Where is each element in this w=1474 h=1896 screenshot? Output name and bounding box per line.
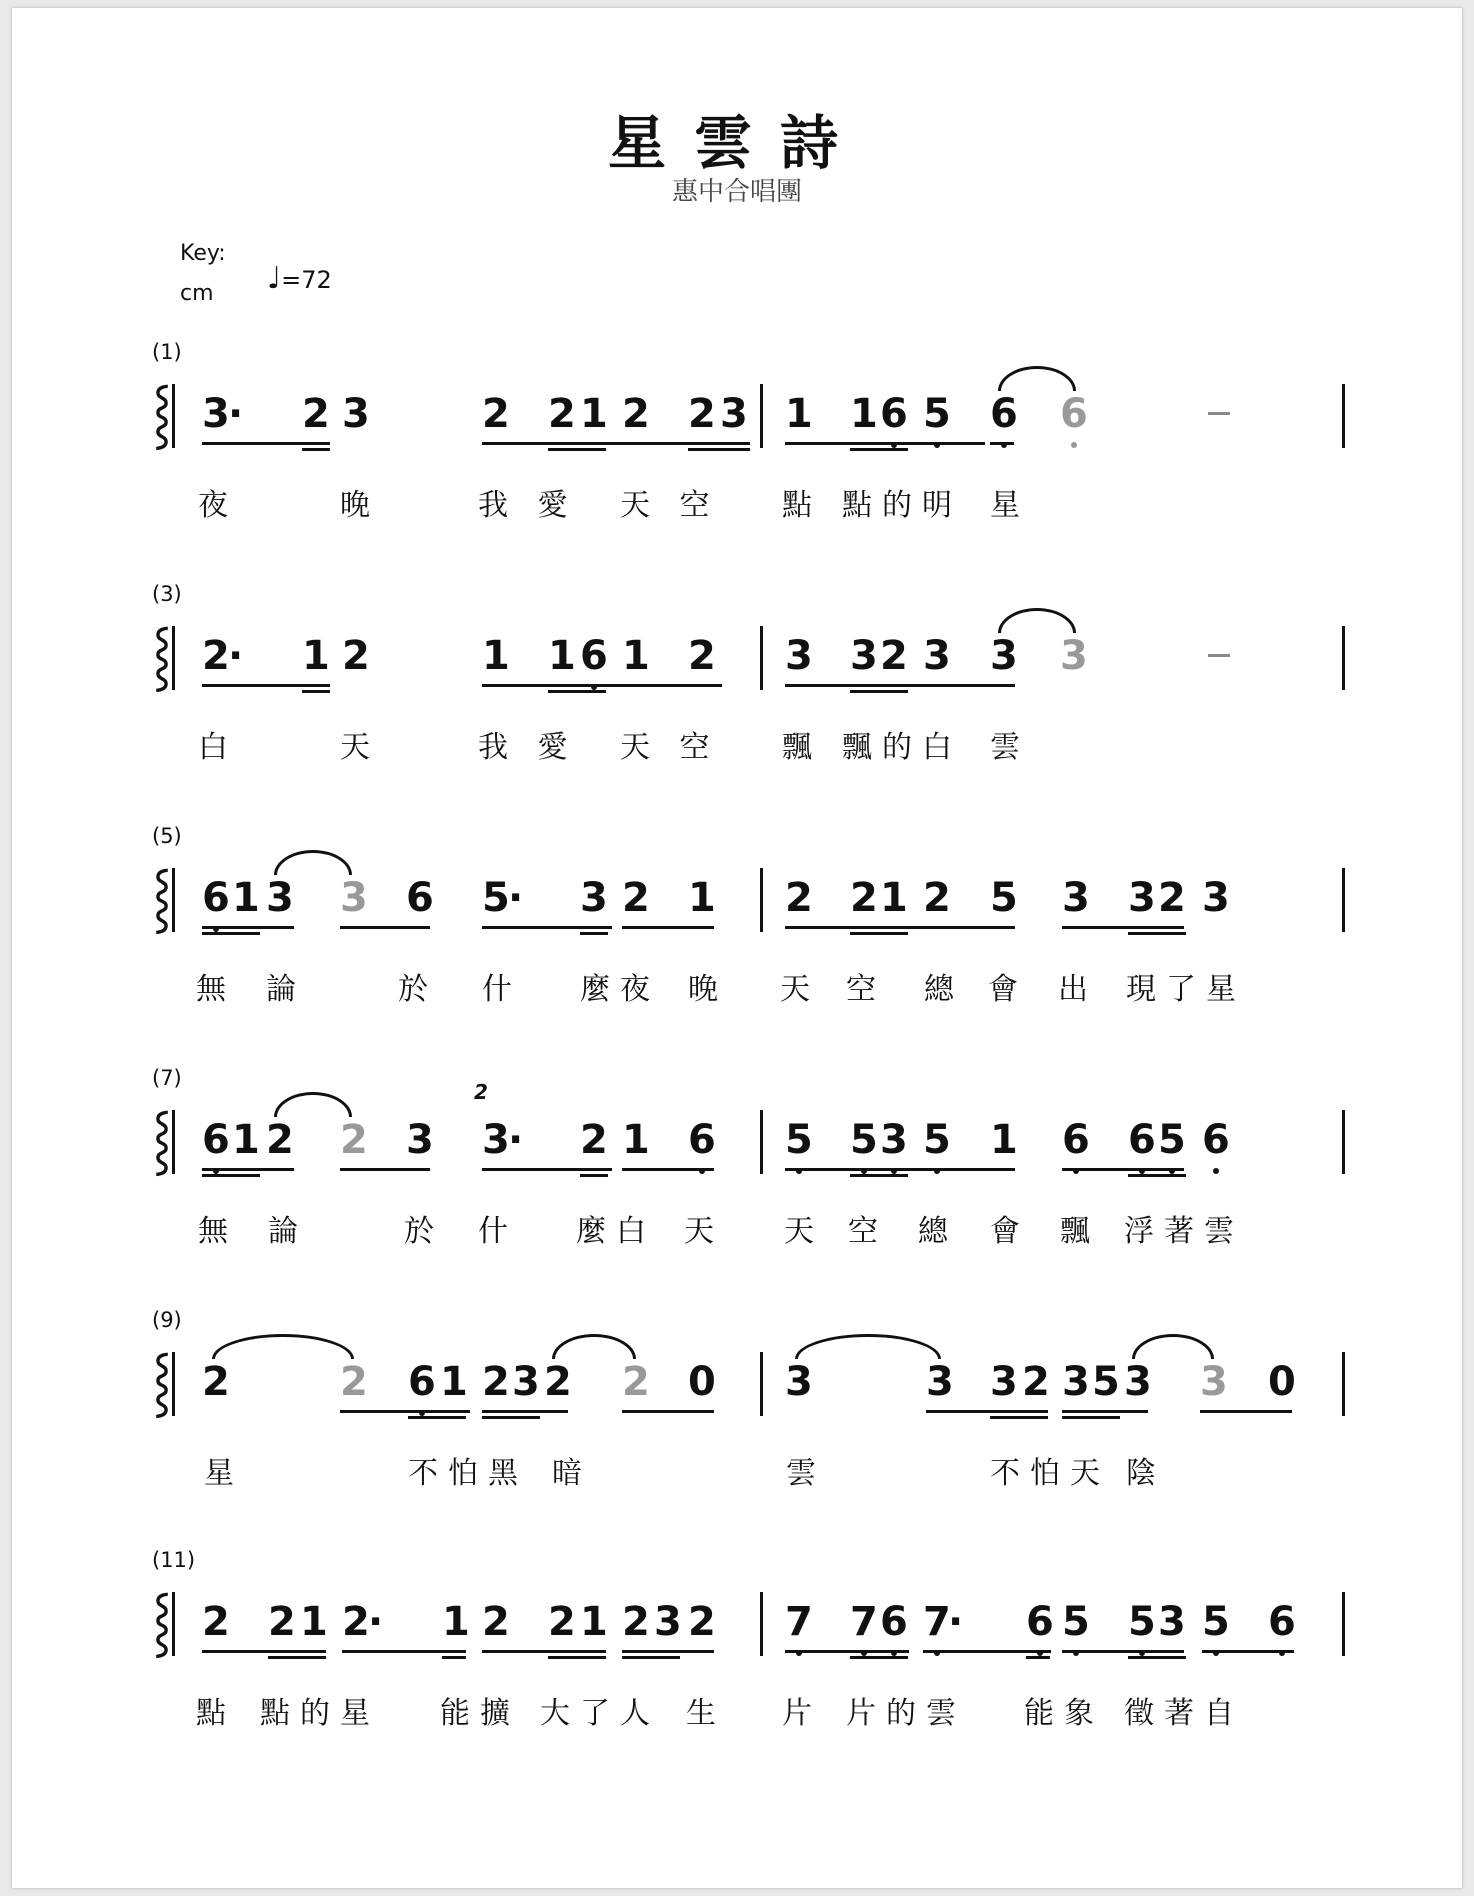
note: 3 bbox=[923, 633, 951, 679]
staff bbox=[150, 382, 1350, 452]
brace-icon: ⸾ bbox=[152, 1349, 173, 1414]
key-label: Key: bbox=[180, 241, 226, 266]
lyric: 點 bbox=[196, 1696, 236, 1731]
barline bbox=[1342, 868, 1345, 932]
beam bbox=[926, 1410, 1048, 1413]
note: 3 bbox=[1158, 1599, 1186, 1645]
note: 5 bbox=[1128, 1600, 1156, 1644]
tie bbox=[795, 1334, 941, 1359]
note: 3 bbox=[1062, 1359, 1090, 1405]
note: 1 bbox=[785, 391, 813, 437]
tied-note: 3 bbox=[1200, 1359, 1228, 1405]
brace-icon: ⸾ bbox=[152, 381, 173, 446]
note: 2 bbox=[688, 1599, 716, 1645]
note: 2 bbox=[342, 633, 370, 679]
tie bbox=[998, 366, 1076, 391]
note: 1 bbox=[850, 391, 878, 437]
note: 2 bbox=[482, 1359, 510, 1405]
beam bbox=[1202, 1650, 1294, 1653]
lyric: 論 bbox=[266, 972, 306, 1007]
note: 6 bbox=[202, 876, 230, 920]
lyric: 星 bbox=[204, 1456, 244, 1491]
note: 3 bbox=[926, 1359, 954, 1405]
note: 3 bbox=[1202, 875, 1230, 921]
rest: 0 bbox=[688, 1359, 716, 1405]
extension-dash bbox=[1208, 654, 1230, 657]
tied-note: 3 bbox=[340, 875, 368, 921]
note: 3 bbox=[406, 1117, 434, 1163]
note: 2 bbox=[850, 875, 878, 921]
lyric: 大了人 bbox=[540, 1696, 660, 1731]
beam bbox=[482, 442, 750, 445]
beam bbox=[923, 442, 947, 445]
beam bbox=[340, 926, 430, 929]
beam bbox=[1026, 1656, 1050, 1659]
note: 1 bbox=[548, 633, 576, 679]
beam bbox=[202, 1168, 294, 1171]
lyric: 天 bbox=[684, 1214, 724, 1249]
lyric: 暗 bbox=[552, 1456, 592, 1491]
note: 3 bbox=[990, 633, 1018, 679]
lyric: 點的明 bbox=[842, 488, 962, 523]
lyric: 我 愛 bbox=[478, 730, 578, 765]
beam bbox=[785, 684, 1015, 687]
measure-number: (7) bbox=[152, 1066, 182, 1090]
page-title: 星雲詩 bbox=[607, 109, 866, 177]
beam bbox=[990, 1416, 1048, 1419]
note: 5 bbox=[1092, 1359, 1120, 1405]
lyric: 於 bbox=[398, 972, 438, 1007]
beam bbox=[622, 1650, 714, 1653]
tie bbox=[552, 1334, 636, 1359]
lyric: 不怕黑 bbox=[408, 1456, 528, 1491]
staff bbox=[150, 866, 1350, 936]
note: 2 bbox=[302, 391, 330, 437]
grace-note: 2 bbox=[474, 1080, 488, 1104]
lyric: 點 bbox=[782, 488, 822, 523]
start-barline bbox=[172, 1592, 175, 1656]
note: 6 bbox=[1026, 1600, 1054, 1644]
note: 2 bbox=[482, 391, 510, 437]
start-barline bbox=[172, 1110, 175, 1174]
tied-note: 2 bbox=[340, 1359, 368, 1405]
beam bbox=[1062, 1416, 1120, 1419]
beam bbox=[580, 932, 608, 935]
beam bbox=[302, 448, 330, 451]
note: 3 bbox=[880, 1118, 908, 1162]
lyric: 片 bbox=[782, 1696, 822, 1731]
beam bbox=[442, 1656, 466, 1659]
beam bbox=[1062, 926, 1184, 929]
tied-note: 3 bbox=[1060, 633, 1088, 679]
lyric: 生 bbox=[686, 1696, 726, 1731]
beam bbox=[548, 1656, 606, 1659]
beam bbox=[850, 448, 908, 451]
beam bbox=[482, 684, 722, 687]
lyric: 論 bbox=[268, 1214, 308, 1249]
note: 3 bbox=[266, 875, 294, 921]
staff bbox=[150, 1350, 1350, 1420]
note: 2 bbox=[923, 875, 951, 921]
tied-note: 6 bbox=[1060, 392, 1088, 436]
augmentation-dot: · bbox=[368, 1599, 384, 1645]
note: 6 bbox=[580, 634, 608, 678]
note: 6 bbox=[1062, 1118, 1090, 1162]
system-3 bbox=[0, 824, 1474, 1054]
note: 2 bbox=[1022, 1359, 1050, 1405]
note: 1 bbox=[232, 1117, 260, 1163]
lyric: 晚 bbox=[688, 972, 728, 1007]
barline bbox=[760, 384, 763, 448]
note: 6 bbox=[880, 1600, 908, 1644]
note: 3 bbox=[720, 391, 748, 437]
note: 5 bbox=[1062, 1600, 1090, 1644]
beam bbox=[202, 926, 294, 929]
note: 2 bbox=[202, 1359, 230, 1405]
system-5 bbox=[0, 1308, 1474, 1538]
lyric: 白 bbox=[198, 730, 238, 765]
note: 2 bbox=[266, 1117, 294, 1163]
augmentation-dot: · bbox=[508, 875, 524, 921]
lyric: 雲 bbox=[786, 1456, 826, 1491]
beam bbox=[622, 926, 714, 929]
lyric: 夜 bbox=[198, 488, 238, 523]
lyric: 我 愛 bbox=[478, 488, 578, 523]
note: 6 bbox=[880, 392, 908, 436]
lyric: 空 bbox=[846, 972, 886, 1007]
brace-icon: ⸾ bbox=[152, 1589, 173, 1654]
beam bbox=[580, 1174, 608, 1177]
beam bbox=[268, 1656, 326, 1659]
measure-number: (1) bbox=[152, 340, 182, 364]
lyric: 於 bbox=[404, 1214, 444, 1249]
beam bbox=[548, 448, 606, 451]
lyric: 片的雲 bbox=[846, 1696, 966, 1731]
lyric: 天 bbox=[340, 730, 380, 765]
lyric: 雲 bbox=[990, 730, 1030, 765]
beam bbox=[482, 926, 612, 929]
beam bbox=[785, 442, 985, 445]
note: 3 bbox=[654, 1599, 682, 1645]
note: 5 bbox=[850, 1118, 878, 1162]
beam bbox=[202, 684, 330, 687]
lyric: 陰 bbox=[1126, 1456, 1166, 1491]
beam bbox=[482, 1650, 606, 1653]
beam bbox=[202, 1650, 326, 1653]
note: 3 bbox=[482, 1117, 510, 1163]
lyric: 什 bbox=[478, 1214, 518, 1249]
note: 3 bbox=[785, 1359, 813, 1405]
lyric: 現了星 bbox=[1126, 972, 1246, 1007]
lyric: 能象 bbox=[1024, 1696, 1104, 1731]
beam bbox=[1200, 1410, 1292, 1413]
lyric: 徵著自 bbox=[1124, 1696, 1244, 1731]
brace-icon: ⸾ bbox=[152, 623, 173, 688]
augmentation-dot: · bbox=[228, 391, 244, 437]
note: 5 bbox=[990, 875, 1018, 921]
page-subtitle: 惠中合唱團 bbox=[671, 177, 802, 207]
note: 1 bbox=[440, 1359, 468, 1405]
measure-number: (11) bbox=[152, 1548, 196, 1572]
lyrics-line bbox=[0, 1688, 1474, 1731]
start-barline bbox=[172, 1352, 175, 1416]
note: 3 bbox=[1128, 875, 1156, 921]
beam bbox=[622, 1410, 714, 1413]
lyric: 飄 bbox=[782, 730, 822, 765]
note: 1 bbox=[580, 1599, 608, 1645]
measure-number: (3) bbox=[152, 582, 182, 606]
note: 3 bbox=[850, 633, 878, 679]
note: 1 bbox=[232, 875, 260, 921]
beam bbox=[202, 932, 260, 935]
tie bbox=[274, 850, 352, 875]
note: 5 bbox=[482, 875, 510, 921]
lyrics-line bbox=[0, 1448, 1474, 1491]
note: 2 bbox=[268, 1599, 296, 1645]
lyrics-line bbox=[0, 480, 1474, 523]
tempo-value: =72 bbox=[281, 266, 332, 294]
beam bbox=[622, 1168, 714, 1171]
lyric: 點的星 bbox=[260, 1696, 380, 1731]
system-1 bbox=[0, 340, 1474, 570]
note: 7 bbox=[850, 1600, 878, 1644]
lyric: 不怕天 bbox=[990, 1456, 1110, 1491]
beam bbox=[785, 1650, 909, 1653]
note: 3 bbox=[1062, 875, 1090, 921]
lyric: 天 bbox=[780, 972, 820, 1007]
beam bbox=[548, 690, 606, 693]
lyric: 麼白 bbox=[576, 1214, 656, 1249]
note: 3 bbox=[990, 1359, 1018, 1405]
barline bbox=[1342, 1110, 1345, 1174]
beam bbox=[1128, 932, 1186, 935]
beam bbox=[1062, 1650, 1184, 1653]
note: 2 bbox=[482, 1599, 510, 1645]
staff bbox=[150, 624, 1350, 694]
note: 2 bbox=[688, 391, 716, 437]
note: 3 bbox=[1124, 1359, 1152, 1405]
note: 1 bbox=[622, 1117, 650, 1163]
note: 2 bbox=[580, 1117, 608, 1163]
note: 1 bbox=[622, 633, 650, 679]
note: 6 bbox=[406, 875, 434, 921]
note: 1 bbox=[300, 1599, 328, 1645]
note: 6 bbox=[1128, 1118, 1156, 1162]
beam bbox=[850, 932, 908, 935]
note: 1 bbox=[880, 875, 908, 921]
lyric: 天 bbox=[784, 1214, 824, 1249]
lyric: 晚 bbox=[340, 488, 380, 523]
note: 3 bbox=[580, 875, 608, 921]
note: 1 bbox=[302, 633, 330, 679]
barline bbox=[760, 1592, 763, 1656]
augmentation-dot: · bbox=[228, 633, 244, 679]
brace-icon: ⸾ bbox=[152, 1107, 173, 1172]
lyric: 無 bbox=[196, 972, 236, 1007]
note: 2 bbox=[880, 633, 908, 679]
note: 2 bbox=[202, 1599, 230, 1645]
augmentation-dot: · bbox=[948, 1599, 964, 1645]
tie bbox=[1132, 1334, 1214, 1359]
extension-dash bbox=[1208, 412, 1230, 415]
lyric: 總 bbox=[918, 1214, 958, 1249]
lyric: 飄的白 bbox=[842, 730, 962, 765]
note: 2 bbox=[1158, 875, 1186, 921]
tie bbox=[212, 1334, 354, 1359]
beam bbox=[850, 1174, 908, 1177]
barline bbox=[1342, 384, 1345, 448]
note: 1 bbox=[442, 1599, 470, 1645]
note: 5 bbox=[1202, 1600, 1230, 1644]
beam bbox=[688, 448, 750, 451]
quarter-note-icon: ♩ bbox=[267, 261, 282, 296]
barline bbox=[1342, 1592, 1345, 1656]
beam bbox=[785, 1168, 1015, 1171]
note: 5 bbox=[923, 392, 951, 436]
measure-number: (5) bbox=[152, 824, 182, 848]
note: 2 bbox=[342, 1599, 370, 1645]
lyrics-line bbox=[0, 722, 1474, 765]
beam bbox=[302, 690, 330, 693]
system-2 bbox=[0, 582, 1474, 812]
lyric: 空 bbox=[848, 1214, 888, 1249]
barline bbox=[760, 868, 763, 932]
beam bbox=[850, 690, 908, 693]
lyric: 浮著雲 bbox=[1124, 1214, 1244, 1249]
measure-number: (9) bbox=[152, 1308, 182, 1332]
lyric: 飄 bbox=[1060, 1214, 1100, 1249]
lyric: 麼夜 bbox=[580, 972, 660, 1007]
note: 2 bbox=[548, 1599, 576, 1645]
tied-note: 2 bbox=[340, 1117, 368, 1163]
tie bbox=[274, 1092, 352, 1117]
note: 2 bbox=[548, 391, 576, 437]
beam bbox=[482, 1416, 540, 1419]
note: 7 bbox=[785, 1600, 813, 1644]
beam bbox=[622, 1656, 680, 1659]
beam bbox=[1062, 1410, 1148, 1413]
beam bbox=[482, 1410, 568, 1413]
note: 2 bbox=[202, 633, 230, 679]
augmentation-dot: · bbox=[508, 1117, 524, 1163]
tempo-marking bbox=[267, 261, 332, 296]
beam bbox=[1128, 1656, 1186, 1659]
lyric: 會 bbox=[990, 1214, 1030, 1249]
beam bbox=[408, 1416, 466, 1419]
note: 6 bbox=[1202, 1118, 1230, 1162]
note: 2 bbox=[785, 875, 813, 921]
staff bbox=[150, 1590, 1350, 1660]
note: 1 bbox=[688, 875, 716, 921]
tie bbox=[998, 608, 1076, 633]
beam bbox=[342, 1650, 466, 1653]
note: 6 bbox=[408, 1360, 436, 1404]
beam bbox=[340, 1168, 430, 1171]
note: 3 bbox=[512, 1359, 540, 1405]
rest: 0 bbox=[1268, 1359, 1296, 1405]
note: 6 bbox=[990, 392, 1018, 436]
start-barline bbox=[172, 868, 175, 932]
note: 2 bbox=[622, 875, 650, 921]
staff bbox=[150, 1080, 1350, 1178]
note: 3 bbox=[202, 391, 230, 437]
barline bbox=[1342, 626, 1345, 690]
note: 6 bbox=[202, 1118, 230, 1162]
note: 6 bbox=[688, 1118, 716, 1162]
key-value: cm bbox=[180, 281, 214, 306]
note: 1 bbox=[482, 633, 510, 679]
beam bbox=[850, 1656, 908, 1659]
lyric: 天 空 bbox=[620, 488, 720, 523]
lyrics-line bbox=[0, 964, 1474, 1007]
note: 5 bbox=[923, 1118, 951, 1162]
beam bbox=[1128, 1174, 1186, 1177]
start-barline bbox=[172, 384, 175, 448]
lyric: 會 bbox=[988, 972, 1028, 1007]
note: 7 bbox=[923, 1600, 951, 1644]
beam bbox=[202, 442, 330, 445]
beam bbox=[340, 1410, 470, 1413]
beam bbox=[785, 926, 1015, 929]
brace-icon: ⸾ bbox=[152, 865, 173, 930]
note: 5 bbox=[785, 1118, 813, 1162]
system-6 bbox=[0, 1548, 1474, 1778]
barline bbox=[760, 1352, 763, 1416]
note: 2 bbox=[688, 633, 716, 679]
barline bbox=[760, 626, 763, 690]
note: 1 bbox=[580, 391, 608, 437]
lyric: 星 bbox=[990, 488, 1030, 523]
note: 5 bbox=[1158, 1118, 1186, 1162]
lyric: 出 bbox=[1058, 972, 1098, 1007]
tied-note: 2 bbox=[622, 1359, 650, 1405]
start-barline bbox=[172, 626, 175, 690]
barline bbox=[1342, 1352, 1345, 1416]
lyric: 天 空 bbox=[620, 730, 720, 765]
beam bbox=[923, 1650, 1051, 1653]
beam bbox=[202, 1174, 260, 1177]
note: 3 bbox=[342, 391, 370, 437]
note: 2 bbox=[622, 1599, 650, 1645]
lyric: 總 bbox=[924, 972, 964, 1007]
system-4 bbox=[0, 1066, 1474, 1296]
lyric: 什 bbox=[482, 972, 522, 1007]
note: 2 bbox=[622, 391, 650, 437]
note: 1 bbox=[990, 1117, 1018, 1163]
note: 3 bbox=[785, 633, 813, 679]
beam bbox=[482, 1168, 612, 1171]
lyrics-line bbox=[0, 1206, 1474, 1249]
lyric: 無 bbox=[198, 1214, 238, 1249]
barline bbox=[760, 1110, 763, 1174]
lyric: 能擴 bbox=[440, 1696, 520, 1731]
beam bbox=[990, 442, 1014, 445]
beam bbox=[1062, 1168, 1184, 1171]
note: 2 bbox=[544, 1359, 572, 1405]
note: 6 bbox=[1268, 1600, 1296, 1644]
